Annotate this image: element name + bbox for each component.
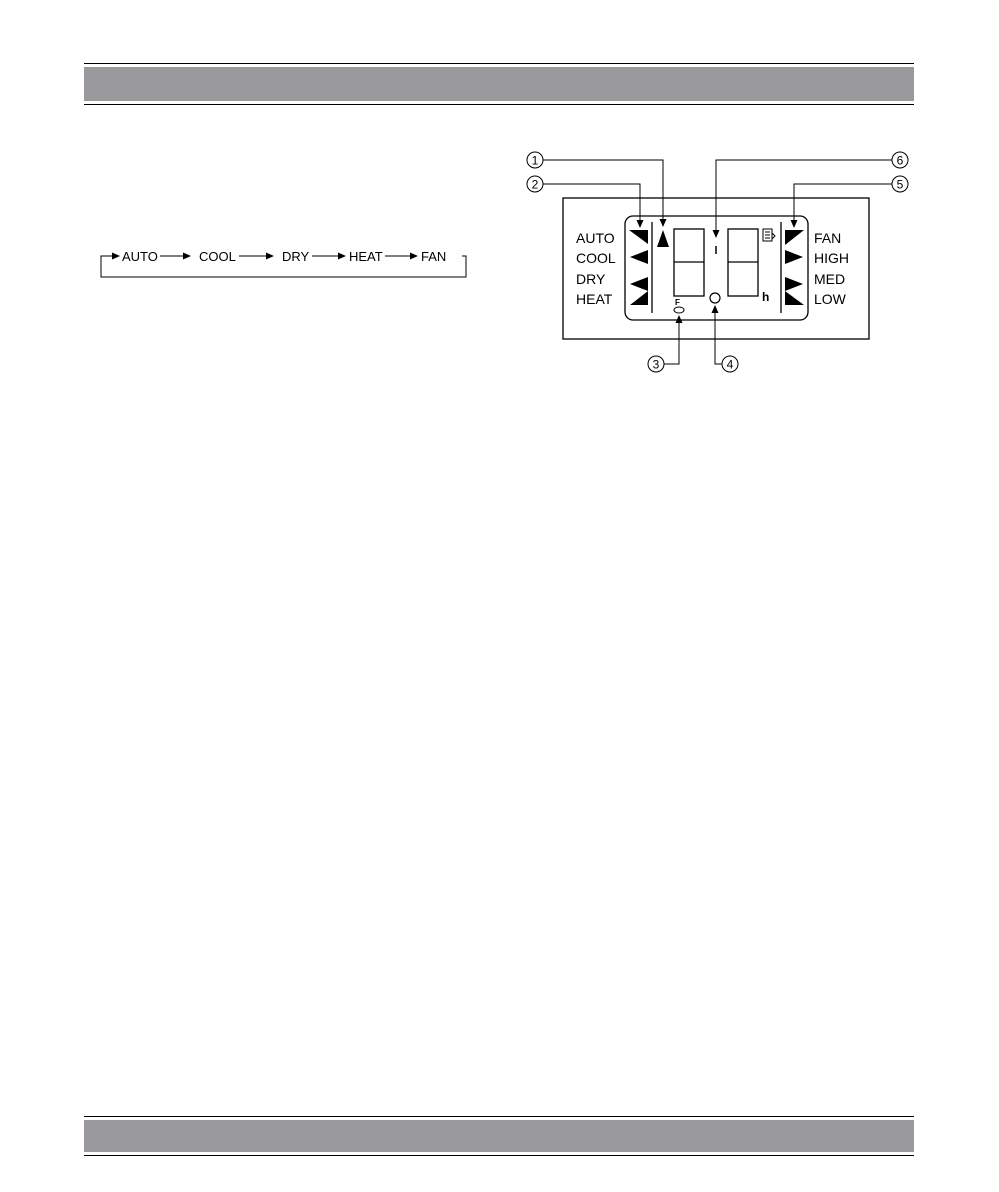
- callout-3: 3: [652, 357, 660, 372]
- mode-cycle-dry: DRY: [282, 249, 310, 264]
- timer-circle-icon: [710, 293, 720, 303]
- temperature-oval-icon: [674, 307, 684, 313]
- mode-indicator-heat-icon: [630, 291, 648, 305]
- mode-cycle-fan: FAN: [421, 249, 447, 264]
- lcd-label-heat: HEAT: [576, 291, 613, 307]
- mode-indicator-dry-icon: [630, 277, 648, 291]
- callout-5: 5: [896, 177, 904, 192]
- lcd-label-cool: COOL: [576, 250, 616, 266]
- lcd-label-dry: DRY: [576, 271, 606, 287]
- callout-1: 1: [531, 153, 539, 168]
- fan-indicator-fan-icon: [785, 230, 804, 245]
- fan-indicator-med-icon: [785, 277, 803, 291]
- hour-unit-label: h: [762, 290, 770, 304]
- callout-4: 4: [726, 357, 734, 372]
- indicator-1-icon: [657, 230, 669, 247]
- fan-indicator-high-icon: [785, 250, 803, 264]
- lcd-label-low: LOW: [814, 291, 846, 307]
- lcd-label-auto: AUTO: [576, 230, 615, 246]
- lcd-label-high: HIGH: [814, 250, 849, 266]
- callout-6: 6: [896, 153, 904, 168]
- lcd-display-diagram: [0, 0, 999, 400]
- mode-cycle-cool: COOL: [199, 249, 236, 264]
- signal-icon: [763, 229, 775, 241]
- lcd-label-fan: FAN: [814, 230, 842, 246]
- mode-indicator-cool-icon: [630, 250, 648, 264]
- lcd-label-med: MED: [814, 271, 846, 287]
- footer-band: [84, 1116, 914, 1156]
- mode-indicator-auto-icon: [629, 230, 648, 244]
- callout-2: 2: [531, 177, 539, 192]
- mode-cycle-heat: HEAT: [349, 249, 383, 264]
- mode-cycle-auto: AUTO: [122, 249, 158, 264]
- fan-indicator-low-icon: [785, 291, 804, 305]
- fahrenheit-mark: F: [675, 298, 680, 307]
